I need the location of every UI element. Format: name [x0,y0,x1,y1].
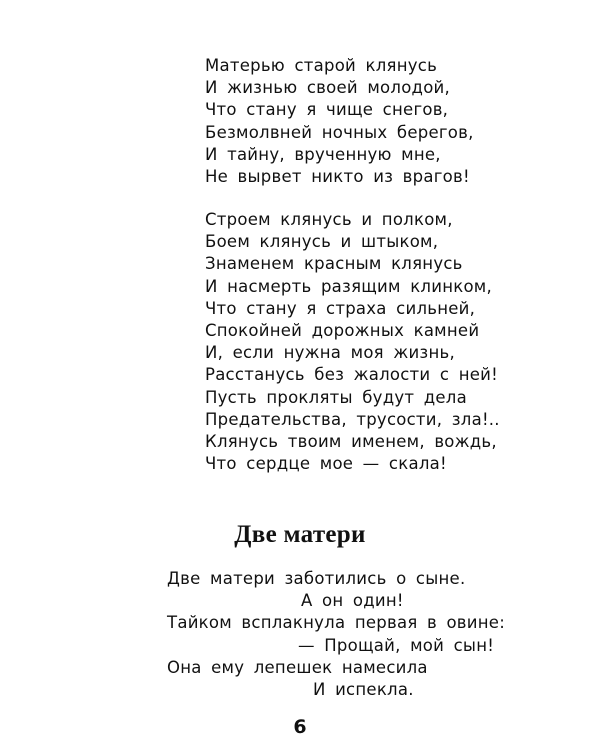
verse-line: Предательства, трусости, зла!.. [205,409,500,429]
verse-line: Она ему лепешек намесила [167,657,428,677]
page-number: 6 [293,716,307,738]
verse-line: Две матери заботились о сыне. [167,569,466,588]
verse-line: И тайну, врученную мне, [205,144,441,164]
verse-line: Что стану я страха сильней, [205,298,476,318]
verse-line: Безмолвней ночных берегов, [205,122,474,142]
verse-line: Что сердце мое — скала! [205,454,447,474]
poem-stanza-2 [205,209,500,475]
verse-line: Клянусь твоим именем, вождь, [205,432,497,452]
verse-line: Тайком всплакнула первая в овине: [167,613,506,633]
poem-stanza-1 [205,55,474,188]
verse-line: И, если нужна моя жизнь, [205,343,455,363]
verse-line: Спокойней дорожных камней [205,321,480,341]
verse-line: Строем клянусь и полком, [205,210,453,229]
verse-line: Расстанусь без жалости с ней! [205,365,498,385]
verse-line: И жизнью своей молодой, [205,78,451,98]
verse-line: Не вырвет никто из врагов! [205,167,470,187]
verse-line-indented: И испекла. [313,680,414,700]
verse-line: Пусть прокляты будут дела [205,387,467,407]
verse-line: Матерью старой клянусь [205,56,438,75]
verse-line: И насмерть разящим клинком, [205,276,492,296]
poem-two-matери [167,568,505,701]
verse-line-indented: — Прощай, мой сын! [298,635,495,655]
poem-title: Две матери [234,521,366,548]
verse-line: Что стану я чище снегов, [205,100,449,120]
verse-line-indented: А он один! [301,591,404,611]
verse-line: Знаменем красным клянусь [205,254,463,274]
verse-line: Боем клянусь и штыком, [205,232,439,252]
